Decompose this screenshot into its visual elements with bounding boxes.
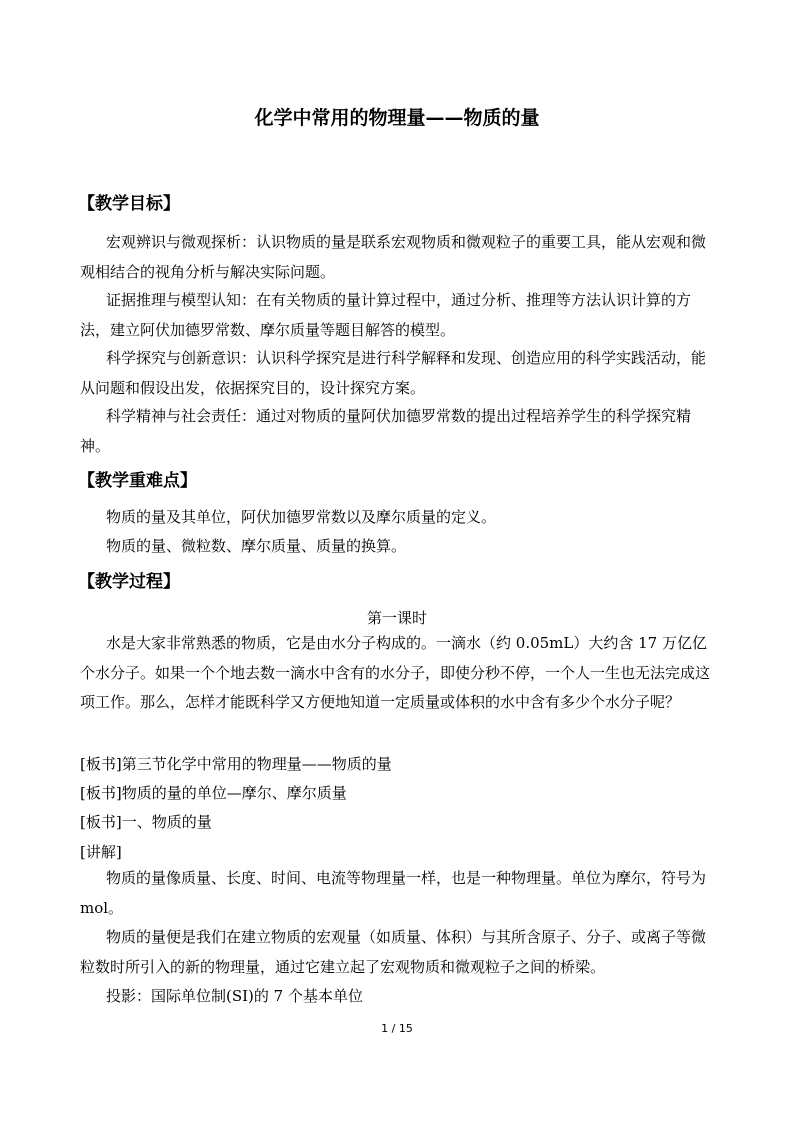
objective-paragraph: 宏观辨识与微观探析：认识物质的量是联系宏观物质和微观粒子的重要工具，能从宏观和微观相结合的视角分析与解决实际问题。	[80, 233, 707, 281]
key-point-paragraph: 物质的量、微粒数、摩尔质量、质量的换算。	[106, 537, 407, 555]
explain-paragraph: 物质的量便是我们在建立物质的宏观量（如质量、体积）与其所含原子、分子、或离子等微粒数时所引入的新的物理量，通过它建立起了宏观物质和微观粒子之间的桥梁。	[80, 928, 707, 976]
document-title: 化学中常用的物理量——物质的量	[254, 107, 540, 129]
board-note: [板书]物质的量的单位—摩尔、摩尔质量	[80, 784, 347, 802]
projection-note: 投影：国际单位制(SI)的 7 个基本单位	[106, 987, 363, 1005]
intro-paragraph: 水是大家非常熟悉的物质，它是由水分子构成的。一滴水（约 0.05mL）大约含 17 万亿亿个水分子。如果一个个地去数一滴水中含有的水分子，即使分秒不停，一个人一生也无法完成这项工作。那么，怎样才能既科学又方便地知道一定质量或体积的水中含有多少个水分子呢？	[80, 634, 711, 711]
board-note: [板书]第三节化学中常用的物理量——物质的量	[80, 755, 392, 773]
lesson-title: 第一课时	[366, 609, 427, 627]
objective-paragraph: 证据推理与模型认知：在有关物质的量计算过程中，通过分析、推理等方法认识计算的方法，建立阿伏加德罗常数、摩尔质量等题目解答的模型。	[80, 291, 692, 339]
page-number: 1 / 15	[381, 1022, 413, 1035]
section-heading-process: 【教学过程】	[78, 572, 180, 592]
section-heading-objectives: 【教学目标】	[78, 194, 180, 214]
key-point-paragraph: 物质的量及其单位，阿伏加德罗常数以及摩尔质量的定义。	[106, 508, 497, 526]
board-note: [板书]一、物质的量	[80, 813, 212, 831]
objective-paragraph: 科学探究与创新意识：认识科学探究是进行科学解释和发现、创造应用的科学实践活动，能从问题和假设出发，依据探究目的，设计探究方案。	[80, 349, 707, 397]
objective-paragraph: 科学精神与社会责任：通过对物质的量阿伏加德罗常数的提出过程培养学生的科学探究精神。	[80, 407, 692, 455]
section-heading-key-points: 【教学重难点】	[78, 471, 197, 491]
explain-label: [讲解]	[80, 843, 122, 861]
explain-paragraph: 物质的量像质量、长度、时间、电流等物理量一样，也是一种物理量。单位为摩尔，符号为 mol。	[80, 869, 707, 917]
